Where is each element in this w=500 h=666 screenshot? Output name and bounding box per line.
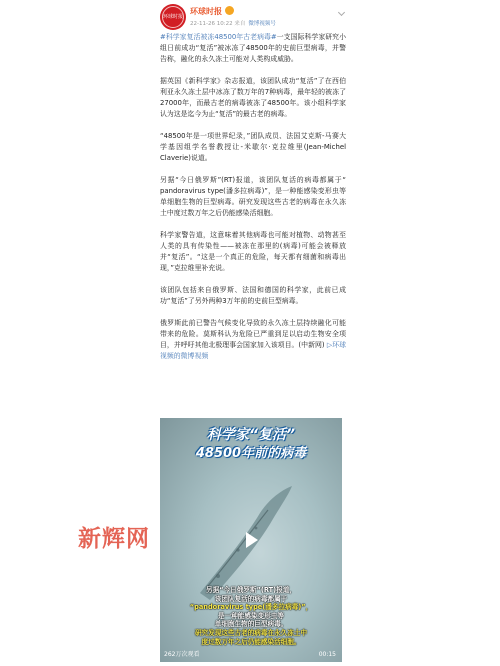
watermark: 新辉网 [78,526,150,552]
subtitle-line: 另据“今日俄罗斯”(RT)报道， [206,586,296,594]
paragraph-3: “48500年是一项世界纪录，”团队成员、法国艾克斯-马赛大学基因组学名誉教授让-米歇尔·克拉维里(Jean-Michel Claverie)说道。 [160,132,346,162]
subtitle-line: 度过数万年之后仍能感染活细胞。 [201,637,301,646]
video-subtitles [166,586,336,646]
subtitle-line: 研究发现这些古老的病毒在永久冻土中 [194,628,308,637]
verified-badge-icon [225,6,234,15]
paragraph-text: 俄罗斯此前已警告气候变化导致的永久冻土层持续融化可能带来的危险。莫斯科认为危险已严重到足以启动生物安全项目，并呼吁其他北极理事会国家加入该项目。(中新网) [160,319,346,349]
video-duration: 00:15 [318,651,336,658]
paragraph-text: 一支国际科学家研究小组日前成功“复活”被冰冻了48500年的史前巨型病毒，并警告称，融化的永久冻土可能对人类构成威胁。 [160,33,346,63]
subtitle-line: 单细胞生物的巨型病毒。 [214,620,288,629]
video-link-text: 环球视频的微博视频 [160,341,346,360]
weibo-post [160,0,346,666]
paragraph-2: 据英国《新科学家》杂志报道，该团队成功“复活”了在西伯利亚永久冻土层中冰冻了数万年的7种病毒，最年轻的被冻了27000年，而最古老的病毒被冻了48500年。该小组科学家认为这是迄今为止“复活”的最古老的病毒。 [160,77,346,118]
subtitle-line: “pandoravirus type(潘多拉病毒)”， [189,603,313,612]
video-title-line-1: 科学家“复活” [206,427,296,443]
post-meta [190,19,276,27]
post-body [160,32,346,373]
video-player[interactable] [160,418,342,662]
paragraph-5: 科学家警告道，这意味着其他病毒也可能对植物、动物甚至人类的具有传染性——被冻在那里的(病毒)可能会被释放并“复活”。“这是一个真正的危险，每天都有细菌和病毒出现，”克拉维里补充说。 [160,231,346,272]
paragraph-1 [160,32,346,65]
video-title-line-2: 48500年前的病毒 [195,446,307,461]
avatar-text: 环球时报 [162,14,183,20]
paragraph-6: 该团队包括来自俄罗斯、法国和德国的科学家，此前已成功“复活”了另外两种3万年前的史前巨型病毒。 [160,286,346,305]
author-name-text: 环球时报 [190,7,222,16]
chevron-down-icon[interactable] [338,10,346,18]
source-prefix: 来自 [234,21,246,27]
paragraph-7 [160,318,346,362]
paragraph-4: 另据“今日俄罗斯”(RT)报道，该团队复活的病毒都属于“ pandoravirus type(潘多拉病毒)”，是一种能感染变形虫等单细胞生物的巨型病毒。研究发现这些古老的病毒在永久冻土中度过数万年之后仍能感染活细胞。 [160,176,346,217]
avatar-ring [162,6,184,28]
post-source-link[interactable]: 微博视频号 [248,21,276,27]
post-header [160,4,346,32]
author-name[interactable] [190,6,234,17]
hashtag-link[interactable]: #科学家复活被冻48500年古老病毒# [160,33,277,41]
play-icon[interactable] [237,526,265,554]
post-time: 22-11-26 10:22 [190,21,233,27]
video-link[interactable]: ▷环球视频的微博视频 [160,341,346,360]
avatar[interactable] [160,4,186,30]
subtitle-line: 该团队复活的病毒都属于 [214,594,288,603]
subtitle-line: 是一种能感染变形虫等 [218,611,284,620]
view-count: 262万次观看 [164,651,200,658]
